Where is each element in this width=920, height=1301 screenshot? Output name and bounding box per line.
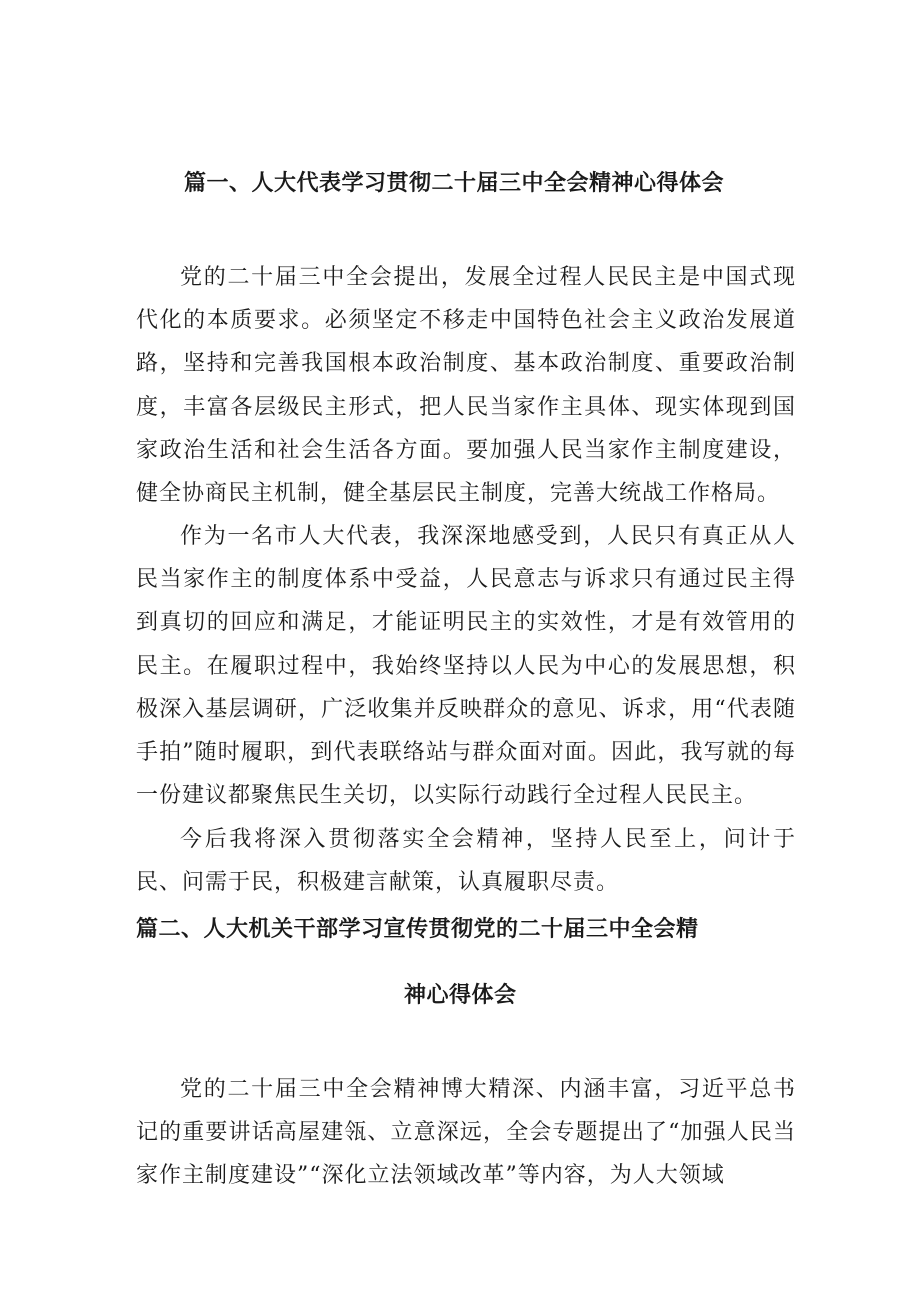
section2-paragraph-1: 党的二十届三中全会精神博大精深、内涵丰富，习近平总书记的重要讲话高屋建瓴、立意深远，全会专题提出了“加强人民当家作主制度建设”“深化立法领域改革”等内容，为人大领域 xyxy=(136,1077,796,1189)
section2-title-line2: 神心得体会 xyxy=(404,983,517,1008)
section1-paragraph-3: 今后我将深入贯彻落实全会精神，坚持人民至上，问计于民、问需于民，积极建言献策，认真履职尽责。 xyxy=(136,827,796,896)
section1-title: 篇一、人大代表学习贯彻二十届三中全会精神心得体会 xyxy=(184,171,725,196)
section2-title-line1: 篇二、人大机关干部学习宣传贯彻党的二十届三中全会精 xyxy=(136,917,699,942)
section1-paragraph-2: 作为一名市人大代表，我深深地感受到，人民只有真正从人民当家作主的制度体系中受益，人民意志与诉求只有通过民主得到真切的回应和满足，才能证明民主的实效性，才是有效管用的民主。在履职过程中，我始终坚持以人民为中心的发展思想，积极深入基层调研，广泛收集并反映群众的意见、诉求，用“代表随手拍”随时履职，到代表联络站与群众面对面。因此，我写就的每一份建议都聚焦民生关切，以实际行动践行全过程人民民主。 xyxy=(136,524,796,809)
section1-paragraph-1: 党的二十届三中全会提出，发展全过程人民民主是中国式现代化的本质要求。必须坚定不移走中国特色社会主义政治发展道路，坚持和完善我国根本政治制度、基本政治制度、重要政治制度，丰富各层级民主形式，把人民当家作主具体、现实体现到国家政治生活和社会生活各方面。要加强人民当家作主制度建设，健全协商民主机制，健全基层民主制度，完善大统战工作格局。 xyxy=(136,265,796,507)
